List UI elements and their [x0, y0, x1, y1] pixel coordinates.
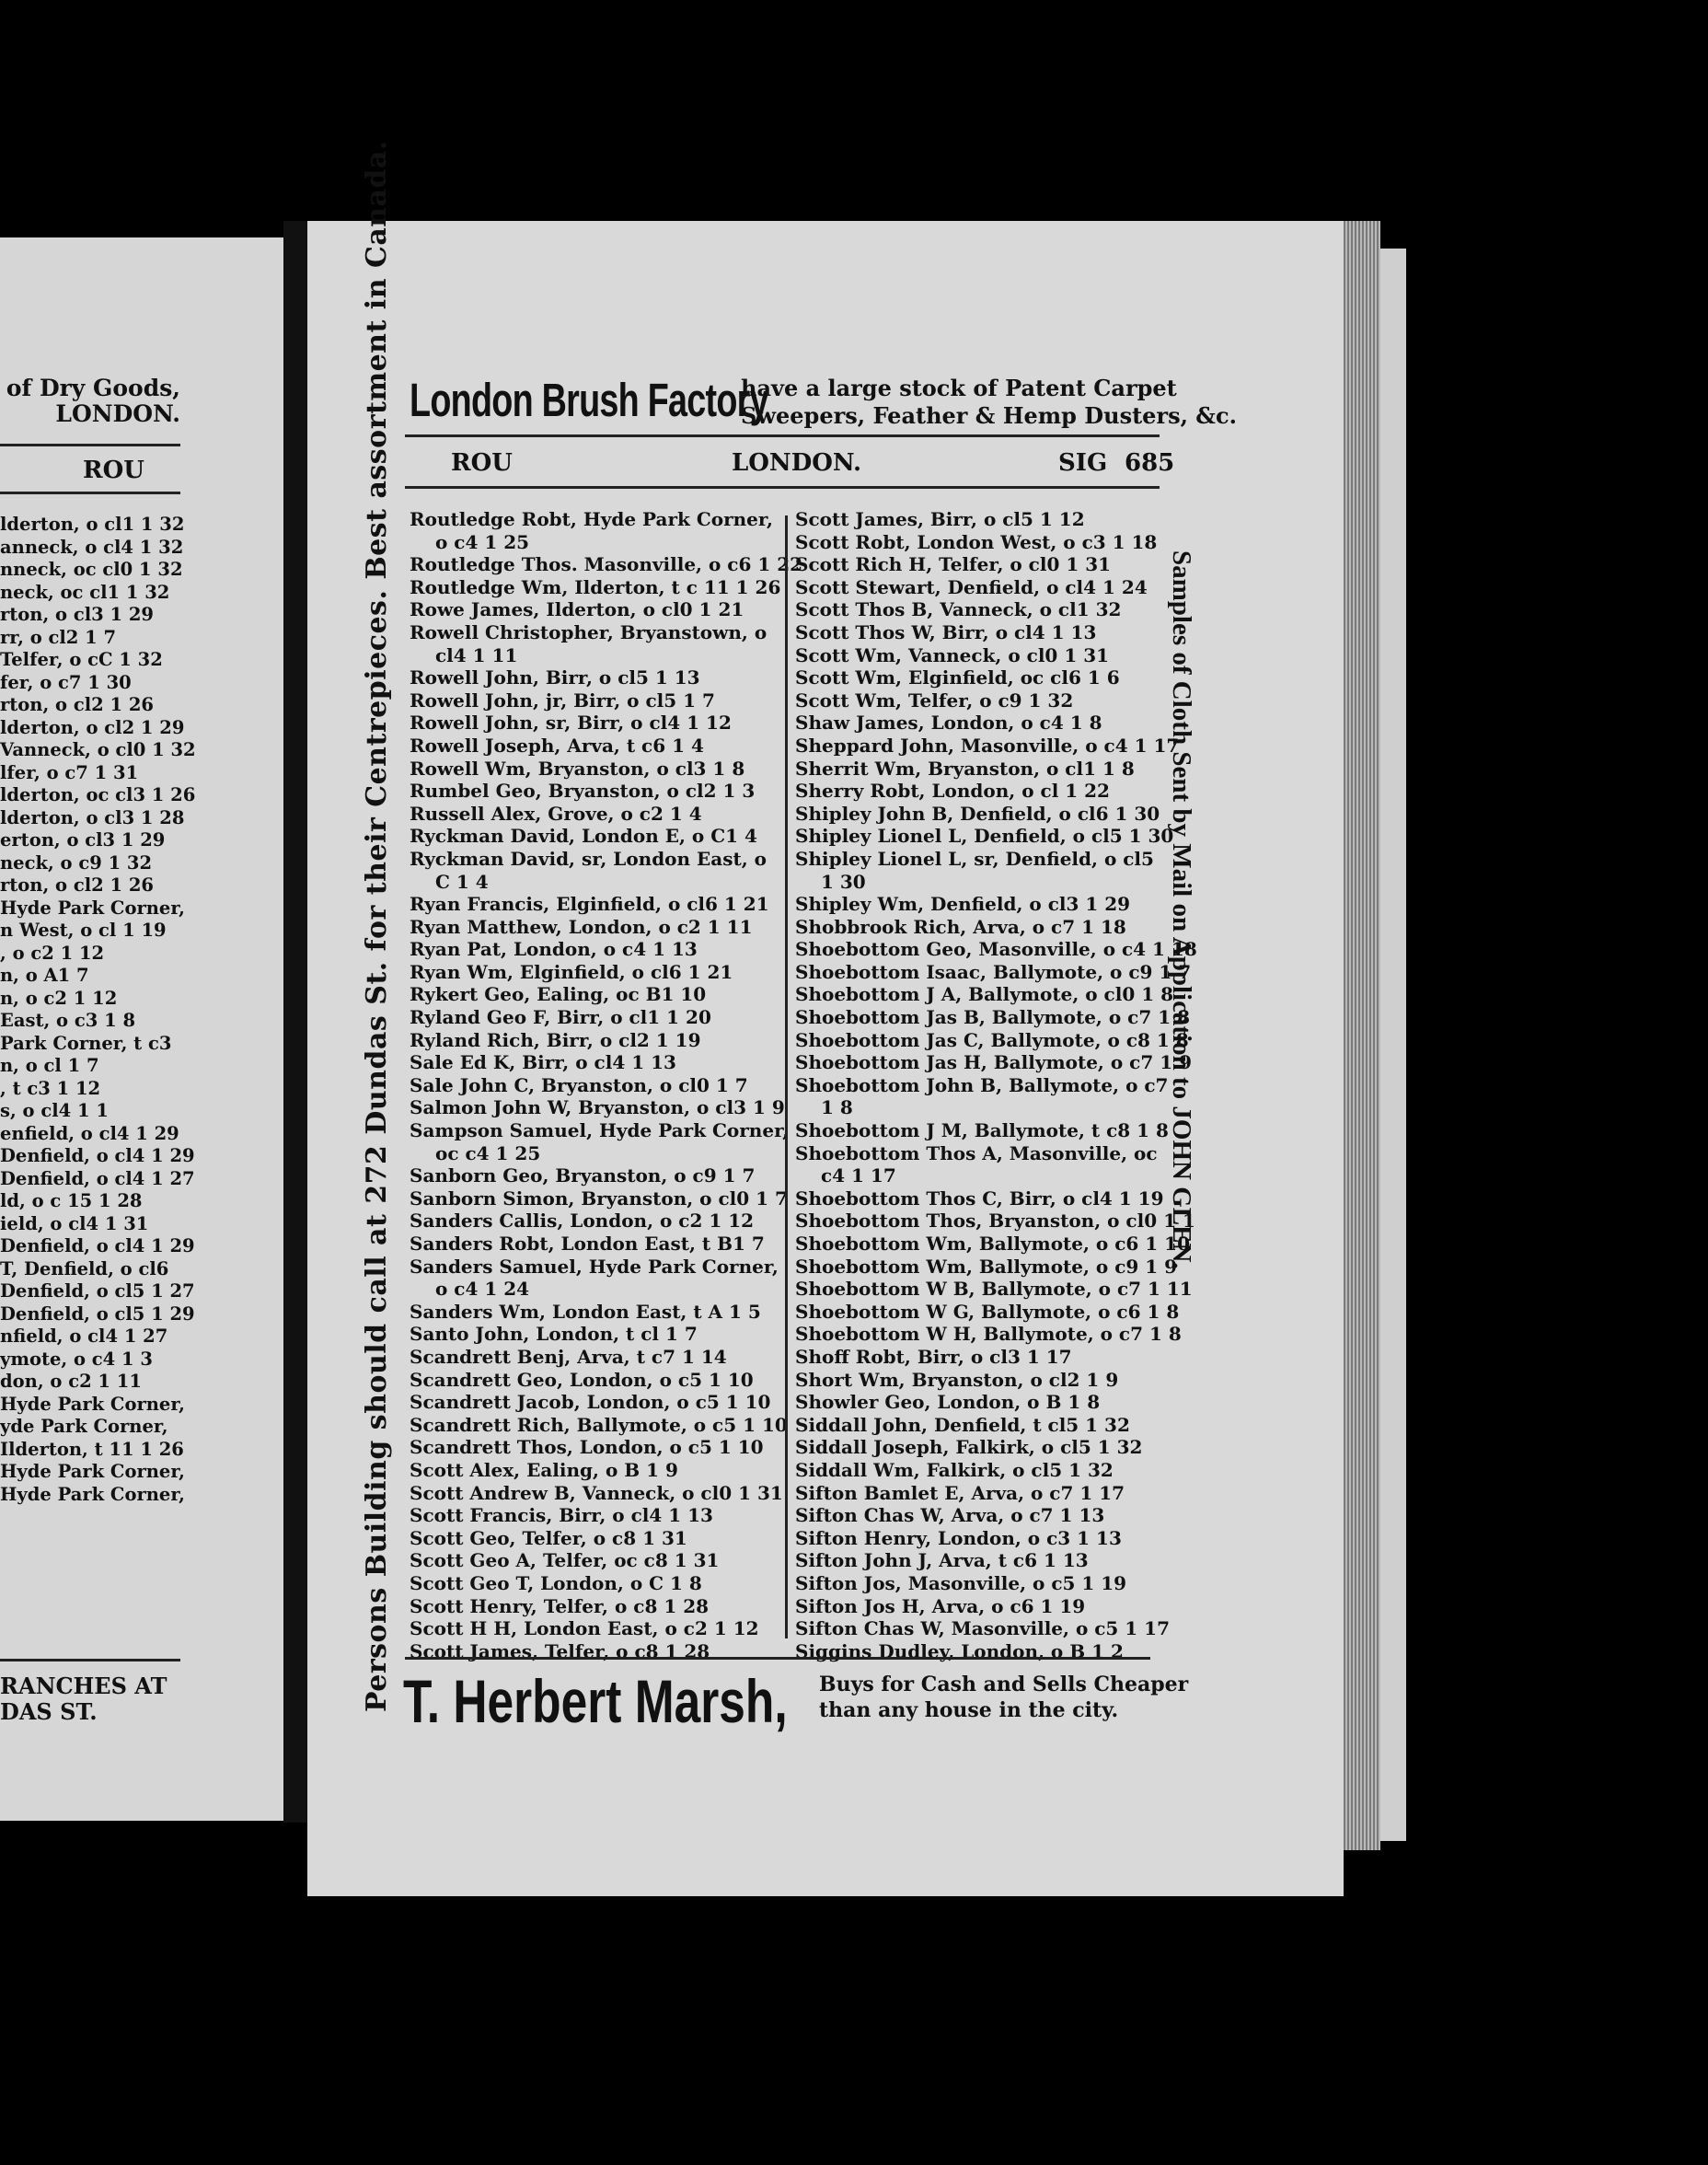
directory-column-2	[795, 508, 1197, 1662]
directory-entry: neck, oc cl1 1 32	[0, 581, 170, 603]
directory-entry: Shoebottom John B, Ballymote, o c7	[795, 1073, 1169, 1096]
directory-entry: Ryckman David, London E, o C1 4	[410, 825, 757, 848]
directory-entry: c4 1 17	[821, 1164, 896, 1187]
directory-entry: don, o c2 1 11	[0, 1371, 142, 1392]
directory-entry: Scott Stewart, Denfield, o cl4 1 24	[795, 575, 1148, 598]
directory-entry: s, o cl4 1 1	[0, 1100, 109, 1121]
directory-entry: Scott Wm, Vanneck, o cl0 1 31	[795, 643, 1110, 666]
advert-tagline-line: Sweepers, Feather & Hemp Dusters, &c.	[741, 402, 1237, 429]
directory-entry: Ilderton, t 11 1 26	[0, 1438, 184, 1460]
directory-entry: Scott Geo A, Telfer, oc c8 1 31	[410, 1549, 720, 1572]
directory-entry: lderton, o cl2 1 29	[0, 716, 185, 738]
directory-entry: Routledge Robt, Hyde Park Corner,	[410, 508, 773, 530]
advert-company-name: London Brush Factory	[410, 374, 768, 426]
directory-entry: Ryan Francis, Elginfield, o cl6 1 21	[410, 893, 769, 916]
directory-entry: Rowell John, sr, Birr, o cl4 1 12	[410, 712, 732, 735]
directory-entry: neck, o c9 1 32	[0, 851, 153, 874]
directory-entry: Scandrett Jacob, London, o c5 1 10	[410, 1391, 771, 1414]
page-stack-edge	[1344, 221, 1380, 1850]
directory-entry: Hyde Park Corner,	[0, 897, 185, 919]
directory-entry: erton, o cl3 1 29	[0, 829, 166, 851]
directory-entry: Shipley Wm, Denfield, o cl3 1 29	[795, 893, 1131, 916]
directory-entry: Ryland Geo F, Birr, o cl1 1 20	[410, 1006, 711, 1029]
directory-entry: Shoebottom Wm, Ballymote, o c6 1 10	[795, 1233, 1191, 1255]
directory-entry: Scott Francis, Birr, o cl4 1 13	[410, 1504, 713, 1527]
directory-entry: Vanneck, o cl0 1 32	[0, 739, 196, 760]
directory-entry: , t c3 1 12	[0, 1077, 101, 1099]
directory-entry: , o c2 1 12	[0, 942, 105, 964]
directory-entry: Scott Wm, Telfer, o c9 1 32	[795, 689, 1074, 712]
side-advert-right: Samples of Cloth Sent by Mail on Application to JOHN GLEN.	[1167, 550, 1196, 1269]
running-head-right: SIG	[1058, 449, 1108, 477]
directory-entry: Scandrett Rich, Ballymote, o c5 1 10	[410, 1413, 788, 1436]
directory-entry: Hyde Park Corner,	[0, 1483, 185, 1505]
directory-entry: Shoebottom Jas B, Ballymote, o c7 1 8	[795, 1006, 1191, 1029]
directory-entry: rton, o cl2 1 26	[0, 694, 154, 715]
directory-entry: Russell Alex, Grove, o c2 1 4	[410, 802, 702, 825]
left-header-rule-top	[0, 444, 180, 446]
directory-entry: Shoebottom Isaac, Ballymote, o c9 1 7	[795, 960, 1192, 983]
directory-entry: Scott James, Telfer, o c8 1 28	[410, 1639, 710, 1662]
directory-entry: Shoff Robt, Birr, o cl3 1 17	[795, 1345, 1072, 1368]
directory-entry: Scott Geo, Telfer, o c8 1 31	[410, 1526, 687, 1549]
directory-entry: ield, o cl4 1 31	[0, 1212, 149, 1234]
side-advert-left: Persons Building should call at 272 Dundas St. for their Centrepieces. Best assortment in Canada.	[361, 140, 393, 1712]
directory-entry: Hyde Park Corner,	[0, 1393, 185, 1415]
directory-entry: Siggins Dudley, London, o B 1 2	[795, 1639, 1124, 1662]
directory-entry: Routledge Thos. Masonville, o c6 1 22	[410, 553, 803, 576]
directory-entry: Sanders Robt, London East, t B1 7	[410, 1233, 765, 1255]
directory-entry: Scott Thos W, Birr, o cl4 1 13	[795, 620, 1097, 643]
directory-entry: Ryckman David, sr, London East, o	[410, 847, 767, 870]
directory-entry: Rowell John, jr, Birr, o cl5 1 7	[410, 689, 715, 712]
directory-entry: n, o A1 7	[0, 965, 89, 986]
directory-entry: Denfield, o cl5 1 27	[0, 1280, 195, 1302]
directory-entry: oc c4 1 25	[435, 1141, 541, 1164]
directory-entry: rton, o cl2 1 26	[0, 874, 154, 896]
directory-entry: lderton, oc cl3 1 26	[0, 784, 196, 805]
directory-entry: ymote, o c4 1 3	[0, 1348, 153, 1370]
directory-entry: Ryan Pat, London, o c4 1 13	[410, 938, 698, 961]
directory-entry: Sherrit Wm, Bryanston, o cl1 1 8	[795, 757, 1135, 780]
left-bottom-ad	[0, 1673, 167, 1725]
directory-entry: Rowell Wm, Bryanston, o cl3 1 8	[410, 757, 745, 780]
footer-advert-slogan	[819, 1672, 1188, 1723]
directory-entry: Siddall John, Denfield, t cl5 1 32	[795, 1413, 1130, 1436]
directory-entry: Sherry Robt, London, o cl 1 22	[795, 780, 1110, 803]
directory-entry: Shoebottom Wm, Ballymote, o c9 1 9	[795, 1255, 1178, 1278]
column-divider	[785, 515, 788, 1638]
directory-entry: fer, o c7 1 30	[0, 671, 132, 693]
left-page-ad	[0, 376, 180, 427]
directory-entry: Denfield, o cl4 1 29	[0, 1235, 195, 1256]
directory-entry: Ryland Rich, Birr, o cl2 1 19	[410, 1028, 701, 1051]
directory-entry: Hyde Park Corner,	[0, 1461, 185, 1482]
directory-entry: n West, o cl 1 19	[0, 920, 167, 941]
left-header-rule-bottom	[0, 492, 180, 494]
directory-entry: Shipley John B, Denfield, o cl6 1 30	[795, 802, 1160, 825]
directory-entry: Rowell John, Birr, o cl5 1 13	[410, 666, 700, 689]
directory-entry: Sheppard John, Masonville, o c4 1 17	[795, 734, 1180, 757]
directory-entry: Ryan Matthew, London, o c2 1 11	[410, 915, 753, 938]
directory-entry: Sampson Samuel, Hyde Park Corner,	[410, 1119, 790, 1142]
directory-entry: Scott Robt, London West, o c3 1 18	[795, 530, 1158, 553]
advert-tagline-line: have a large stock of Patent Carpet	[741, 375, 1177, 401]
directory-entry: enfield, o cl4 1 29	[0, 1122, 179, 1144]
left-entries-column	[0, 514, 202, 1506]
directory-entry: n, o c2 1 12	[0, 987, 118, 1009]
page-number: 685	[1125, 449, 1175, 477]
directory-entry: Park Corner, t c3	[0, 1032, 172, 1054]
header-rule-bottom	[405, 486, 1160, 489]
directory-entry: Sanders Callis, London, o c2 1 12	[410, 1210, 755, 1233]
left-facing-page	[0, 237, 283, 1821]
left-bottom-ad-line: RANCHES AT	[0, 1673, 167, 1699]
directory-entry: rr, o cl2 1 7	[0, 626, 117, 648]
directory-entry: Rowell Joseph, Arva, t c6 1 4	[410, 734, 704, 757]
directory-entry: Scott Henry, Telfer, o c8 1 28	[410, 1594, 710, 1617]
directory-entry: Salmon John W, Bryanston, o cl3 1 9	[410, 1096, 785, 1119]
directory-entry: Sifton Chas W, Masonville, o c5 1 17	[795, 1617, 1171, 1640]
running-head-center: LONDON.	[732, 449, 862, 477]
directory-entry: lfer, o c7 1 31	[0, 761, 139, 783]
directory-entry: Shaw James, London, o c4 1 8	[795, 712, 1102, 735]
directory-entry: Shoebottom Thos, Bryanston, o cl0 1 1	[795, 1210, 1195, 1233]
directory-entry: Telfer, o cC 1 32	[0, 649, 163, 670]
directory-entry: Sifton Henry, London, o c3 1 13	[795, 1526, 1122, 1549]
directory-entry: Scandrett Thos, London, o c5 1 10	[410, 1436, 764, 1459]
directory-entry: cl4 1 11	[435, 643, 518, 666]
left-ad-line: of Dry Goods,	[6, 375, 180, 401]
directory-entry: 1 30	[821, 870, 866, 893]
directory-entry: Shoebottom W B, Ballymote, o c7 1 11	[795, 1278, 1193, 1301]
directory-entry: Scott Andrew B, Vanneck, o cl0 1 31	[410, 1481, 783, 1504]
directory-entry: C 1 4	[435, 870, 489, 893]
directory-entry: Rykert Geo, Ealing, oc B1 10	[410, 983, 707, 1006]
book-gutter	[283, 221, 307, 1823]
directory-entry: n, o cl 1 7	[0, 1055, 99, 1076]
directory-entry: Scott Thos B, Vanneck, o cl1 32	[795, 598, 1122, 621]
directory-entry: Sifton Bamlet E, Arva, o c7 1 17	[795, 1481, 1125, 1504]
directory-entry: lderton, o cl3 1 28	[0, 806, 185, 828]
directory-entry: nneck, oc cl0 1 32	[0, 559, 183, 580]
directory-entry: Shoebottom J A, Ballymote, o cl0 1 8	[795, 983, 1174, 1006]
left-footer-rule	[0, 1659, 180, 1661]
directory-entry: Scandrett Geo, London, o c5 1 10	[410, 1368, 754, 1391]
directory-entry: Shobbrook Rich, Arva, o c7 1 18	[795, 915, 1126, 938]
directory-entry: Scott Wm, Elginfield, oc cl6 1 6	[795, 666, 1120, 689]
directory-entry: Ryan Wm, Elginfield, o cl6 1 21	[410, 960, 733, 983]
footer-slogan-line: Buys for Cash and Sells Cheaper	[819, 1673, 1189, 1696]
directory-entry: ld, o c 15 1 28	[0, 1190, 143, 1211]
directory-entry: Siddall Joseph, Falkirk, o cl5 1 32	[795, 1436, 1143, 1459]
directory-entry: Shoebottom J M, Ballymote, t c8 1 8	[795, 1119, 1169, 1142]
directory-entry: Rowe James, Ilderton, o cl0 1 21	[410, 598, 744, 621]
directory-entry: Siddall Wm, Falkirk, o cl5 1 32	[795, 1458, 1114, 1481]
directory-entry: Denfield, o cl5 1 29	[0, 1302, 195, 1325]
left-bottom-ad-line: DAS ST.	[0, 1698, 98, 1725]
directory-entry: Sanders Wm, London East, t A 1 5	[410, 1300, 761, 1323]
directory-entry: East, o c3 1 8	[0, 1010, 136, 1031]
directory-entry: Sale Ed K, Birr, o cl4 1 13	[410, 1051, 676, 1074]
directory-entry: Scott Rich H, Telfer, o cl0 1 31	[795, 553, 1112, 576]
directory-entry: Denfield, o cl4 1 27	[0, 1167, 195, 1189]
directory-entry: o c4 1 24	[435, 1278, 530, 1301]
directory-entry: Sale John C, Bryanston, o cl0 1 7	[410, 1073, 748, 1096]
directory-entry: Shoebottom Geo, Masonville, o c4 1 18	[795, 938, 1197, 961]
directory-entry: rton, o cl3 1 29	[0, 604, 154, 625]
directory-entry: Scott James, Birr, o cl5 1 12	[795, 508, 1085, 530]
directory-entry: Rowell Christopher, Bryanstown, o	[410, 620, 767, 643]
header-rule-top	[405, 434, 1160, 437]
footer-advert-name: T. Herbert Marsh,	[403, 1667, 788, 1735]
directory-entry: Short Wm, Bryanston, o cl2 1 9	[795, 1368, 1119, 1391]
directory-entry: Scandrett Benj, Arva, t c7 1 14	[410, 1345, 727, 1368]
directory-entry: Sifton John J, Arva, t c6 1 13	[795, 1549, 1089, 1572]
directory-entry: Showler Geo, London, o B 1 8	[795, 1391, 1101, 1414]
directory-entry: anneck, o cl4 1 32	[0, 536, 184, 558]
directory-entry: Sanborn Simon, Bryanston, o cl0 1 7	[410, 1187, 788, 1210]
directory-entry: Shoebottom Jas H, Ballymote, o c7 1 9	[795, 1051, 1193, 1074]
directory-entry: Sanders Samuel, Hyde Park Corner,	[410, 1255, 779, 1278]
footer-rule	[405, 1657, 1150, 1660]
directory-entry: Shoebottom W H, Ballymote, o c7 1 8	[795, 1323, 1182, 1346]
directory-entry: Denfield, o cl4 1 29	[0, 1145, 195, 1166]
directory-column-1	[410, 508, 802, 1662]
directory-entry: Santo John, London, t cl 1 7	[410, 1323, 698, 1346]
directory-entry: 1 8	[821, 1096, 853, 1119]
directory-entry: Scott Geo T, London, o C 1 8	[410, 1571, 702, 1594]
left-ad-line: LONDON.	[55, 400, 180, 427]
directory-entry: Sanborn Geo, Bryanston, o c9 1 7	[410, 1164, 756, 1187]
directory-entry: Routledge Wm, Ilderton, t c 11 1 26	[410, 575, 781, 598]
footer-slogan-line: than any house in the city.	[819, 1698, 1119, 1722]
directory-entry: Sifton Chas W, Arva, o c7 1 13	[795, 1504, 1105, 1527]
directory-entry: T, Denfield, o cl6	[0, 1257, 169, 1279]
page-stack-edge-outer	[1380, 249, 1406, 1841]
left-running-head: ROU	[83, 457, 144, 484]
directory-entry: Sifton Jos H, Arva, o c6 1 19	[795, 1594, 1086, 1617]
directory-entry: Shipley Lionel L, Denfield, o cl5 1 30	[795, 825, 1174, 848]
directory-entry: nfield, o cl4 1 27	[0, 1326, 168, 1347]
directory-entry: Sifton Jos, Masonville, o c5 1 19	[795, 1571, 1127, 1594]
directory-entry: Rumbel Geo, Bryanston, o cl2 1 3	[410, 780, 756, 803]
directory-entry: Scott Alex, Ealing, o B 1 9	[410, 1458, 678, 1481]
directory-entry: Shoebottom Thos A, Masonville, oc	[795, 1141, 1158, 1164]
advert-tagline	[741, 375, 1237, 430]
running-head-left: ROU	[451, 449, 513, 477]
directory-entry: Shoebottom Thos C, Birr, o cl4 1 19	[795, 1187, 1164, 1210]
directory-entry: Shoebottom Jas C, Ballymote, o c8 1 8	[795, 1028, 1189, 1051]
directory-entry: o c4 1 25	[435, 530, 530, 553]
directory-entry: Shipley Lionel L, sr, Denfield, o cl5	[795, 847, 1154, 870]
directory-entry: Shoebottom W G, Ballymote, o c6 1 8	[795, 1300, 1180, 1323]
directory-entry: yde Park Corner,	[0, 1416, 168, 1437]
directory-entry: lderton, o cl1 1 32	[0, 514, 185, 535]
directory-entry: Scott H H, London East, o c2 1 12	[410, 1617, 759, 1640]
